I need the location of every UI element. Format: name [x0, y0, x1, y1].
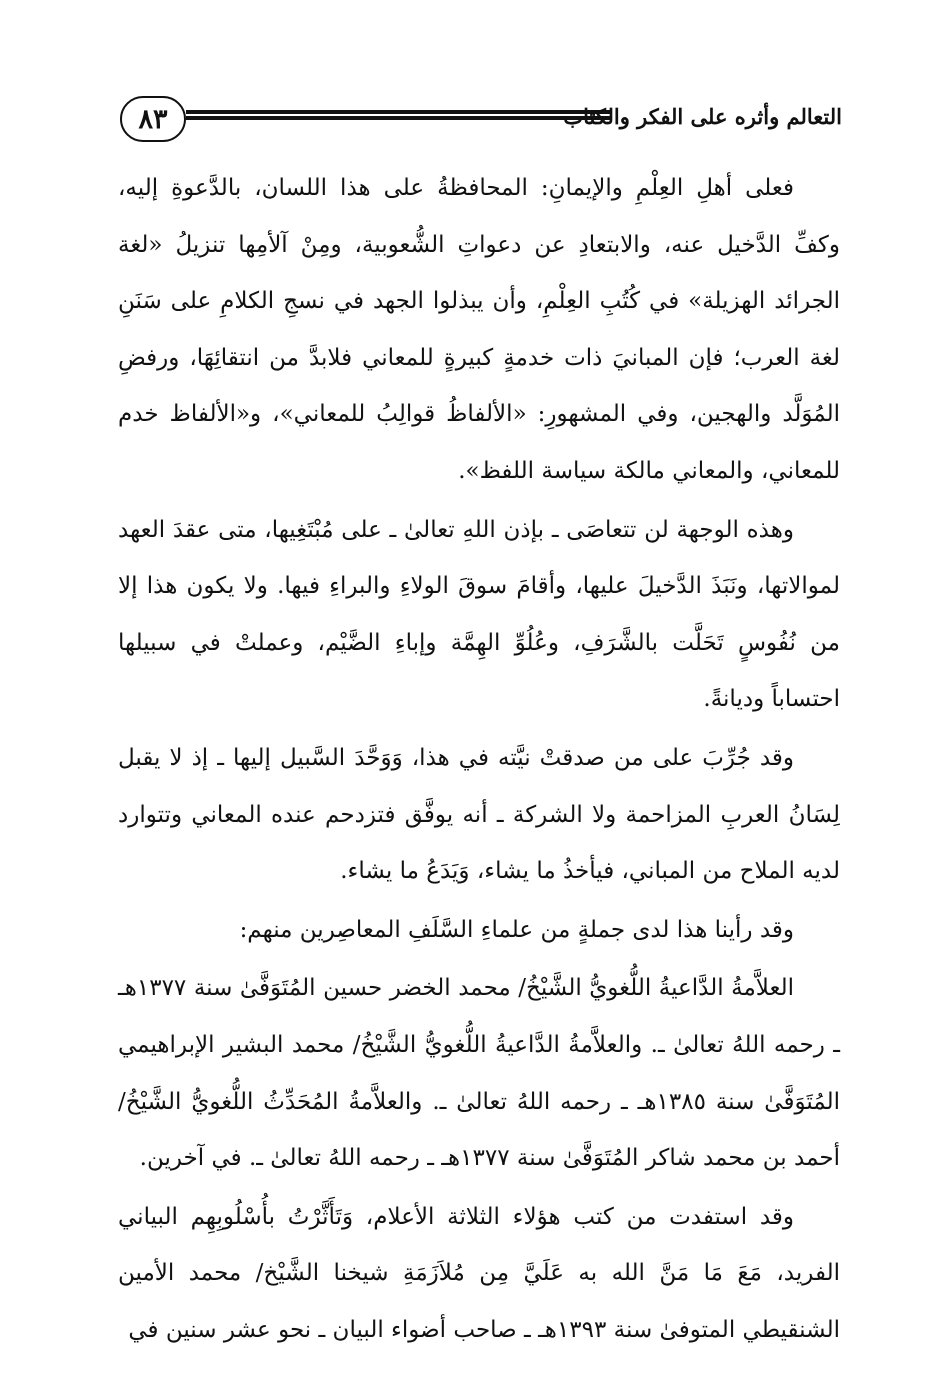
paragraph: العلاَّمةُ الدَّاعيةُ اللُّغويُّ الشَّيْخُ/ محمد الخضر حسين المُتَوَفَّىٰ سنة ١٣٧٧هـ ـ رحمه اللهُ تعالىٰ ـ. والعلاَّمةُ الدَّاعيةُ اللُّغويُّ الشَّيْخُ/ محمد البشير الإبراهيمي المُتَوَفَّىٰ سنة ١٣٨٥هـ ـ رحمه اللهُ تعالىٰ ـ. والعلاَّمةُ المُحَدِّثُ اللُّغويُّ الشَّيْخُ/ أحمد بن محمد شاكر المُتَوَفَّىٰ سنة ١٣٧٧هـ ـ رحمه اللهُ تعالىٰ ـ. في آخرين.	[118, 975, 840, 1172]
paragraph: وقد جُرِّبَ على من صدقتْ نيَّته في هذا، وَوَحَّدَ السَّبيل إليها ـ إذ لا يقبل لِسَانُ العربِ المزاحمة ولا الشركة ـ أنه يوفَّق فتزدحم عنده المعاني وتتوارد لديه الملاح من المباني، فيأخذُ ما يشاء، وَيَدَعُ ما يشاء.	[118, 744, 840, 885]
paragraph: فعلى أهلِ العِلْمِ والإيمانِ: المحافظةُ على هذا اللسان، بالدَّعوةِ إليه، وكفِّ الدَّخيل عنه، والابتعادِ عن دعواتِ الشُّعوبية، ومِنْ آلأمِها تنزيلُ «لغة الجرائد الهزيلة» في كُتُبِ العِلْمِ، وأن يبذلوا الجهد في نسجِ الكلامِ على سَنَنِ لغة العرب؛ فإن المبانيَ ذات خدمةٍ كبيرةٍ للمعاني فلابدَّ من انتقائِهَا، ورفضِ المُوَلَّد والهجين، وفي المشهورِ: «الألفاظُ قوالِبُ للمعاني»، و«الألفاظ خدم للمعاني، والمعاني مالكة سياسة اللفظ».	[118, 175, 840, 484]
paragraph: وقد رأينا هذا لدى جملةٍ من علماءِ السَّلَفِ المعاصِرين منهم:	[239, 916, 794, 943]
page-header	[120, 96, 842, 148]
paragraph: وقد استفدت من كتب هؤلاء الثلاثة الأعلام، وَتَأَثَّرْتُ بأُسْلُوبِهِم البياني الفريد، مَعَ مَا مَنَّ الله به عَلَيَّ مِن مُلاَزَمَةِ شيخنا الشَّيْخ/ محمد الأمين الشنقيطي المتوفىٰ سنة ١٣٩٣هـ ـ صاحب أضواء البيان ـ نحو عشر سنين في	[118, 1203, 840, 1343]
header-rule	[186, 110, 610, 126]
paragraph: وهذه الوجهة لن تتعاصَى ـ بإذن اللهِ تعالىٰ ـ على مُبْتَغِيها، متى عقدَ العهد لموالاتها، ونَبَذَ الدَّخيلَ عليها، وأقامَ سوقَ الولاءِ والبراءِ فيها. ولا يكون هذا إلا من نُفُوسٍ تَحَلَّت بالشَّرَفِ، وعُلُوِّ الهِمَّة وإباءِ الضَّيْم، وعملتْ في سبيلها احتساباً وديانةً.	[118, 516, 840, 713]
running-title: التعالم وأثره على الفكر والكتاب	[563, 104, 842, 129]
page-body	[118, 160, 840, 1358]
page-number: ٨٣	[120, 96, 186, 142]
